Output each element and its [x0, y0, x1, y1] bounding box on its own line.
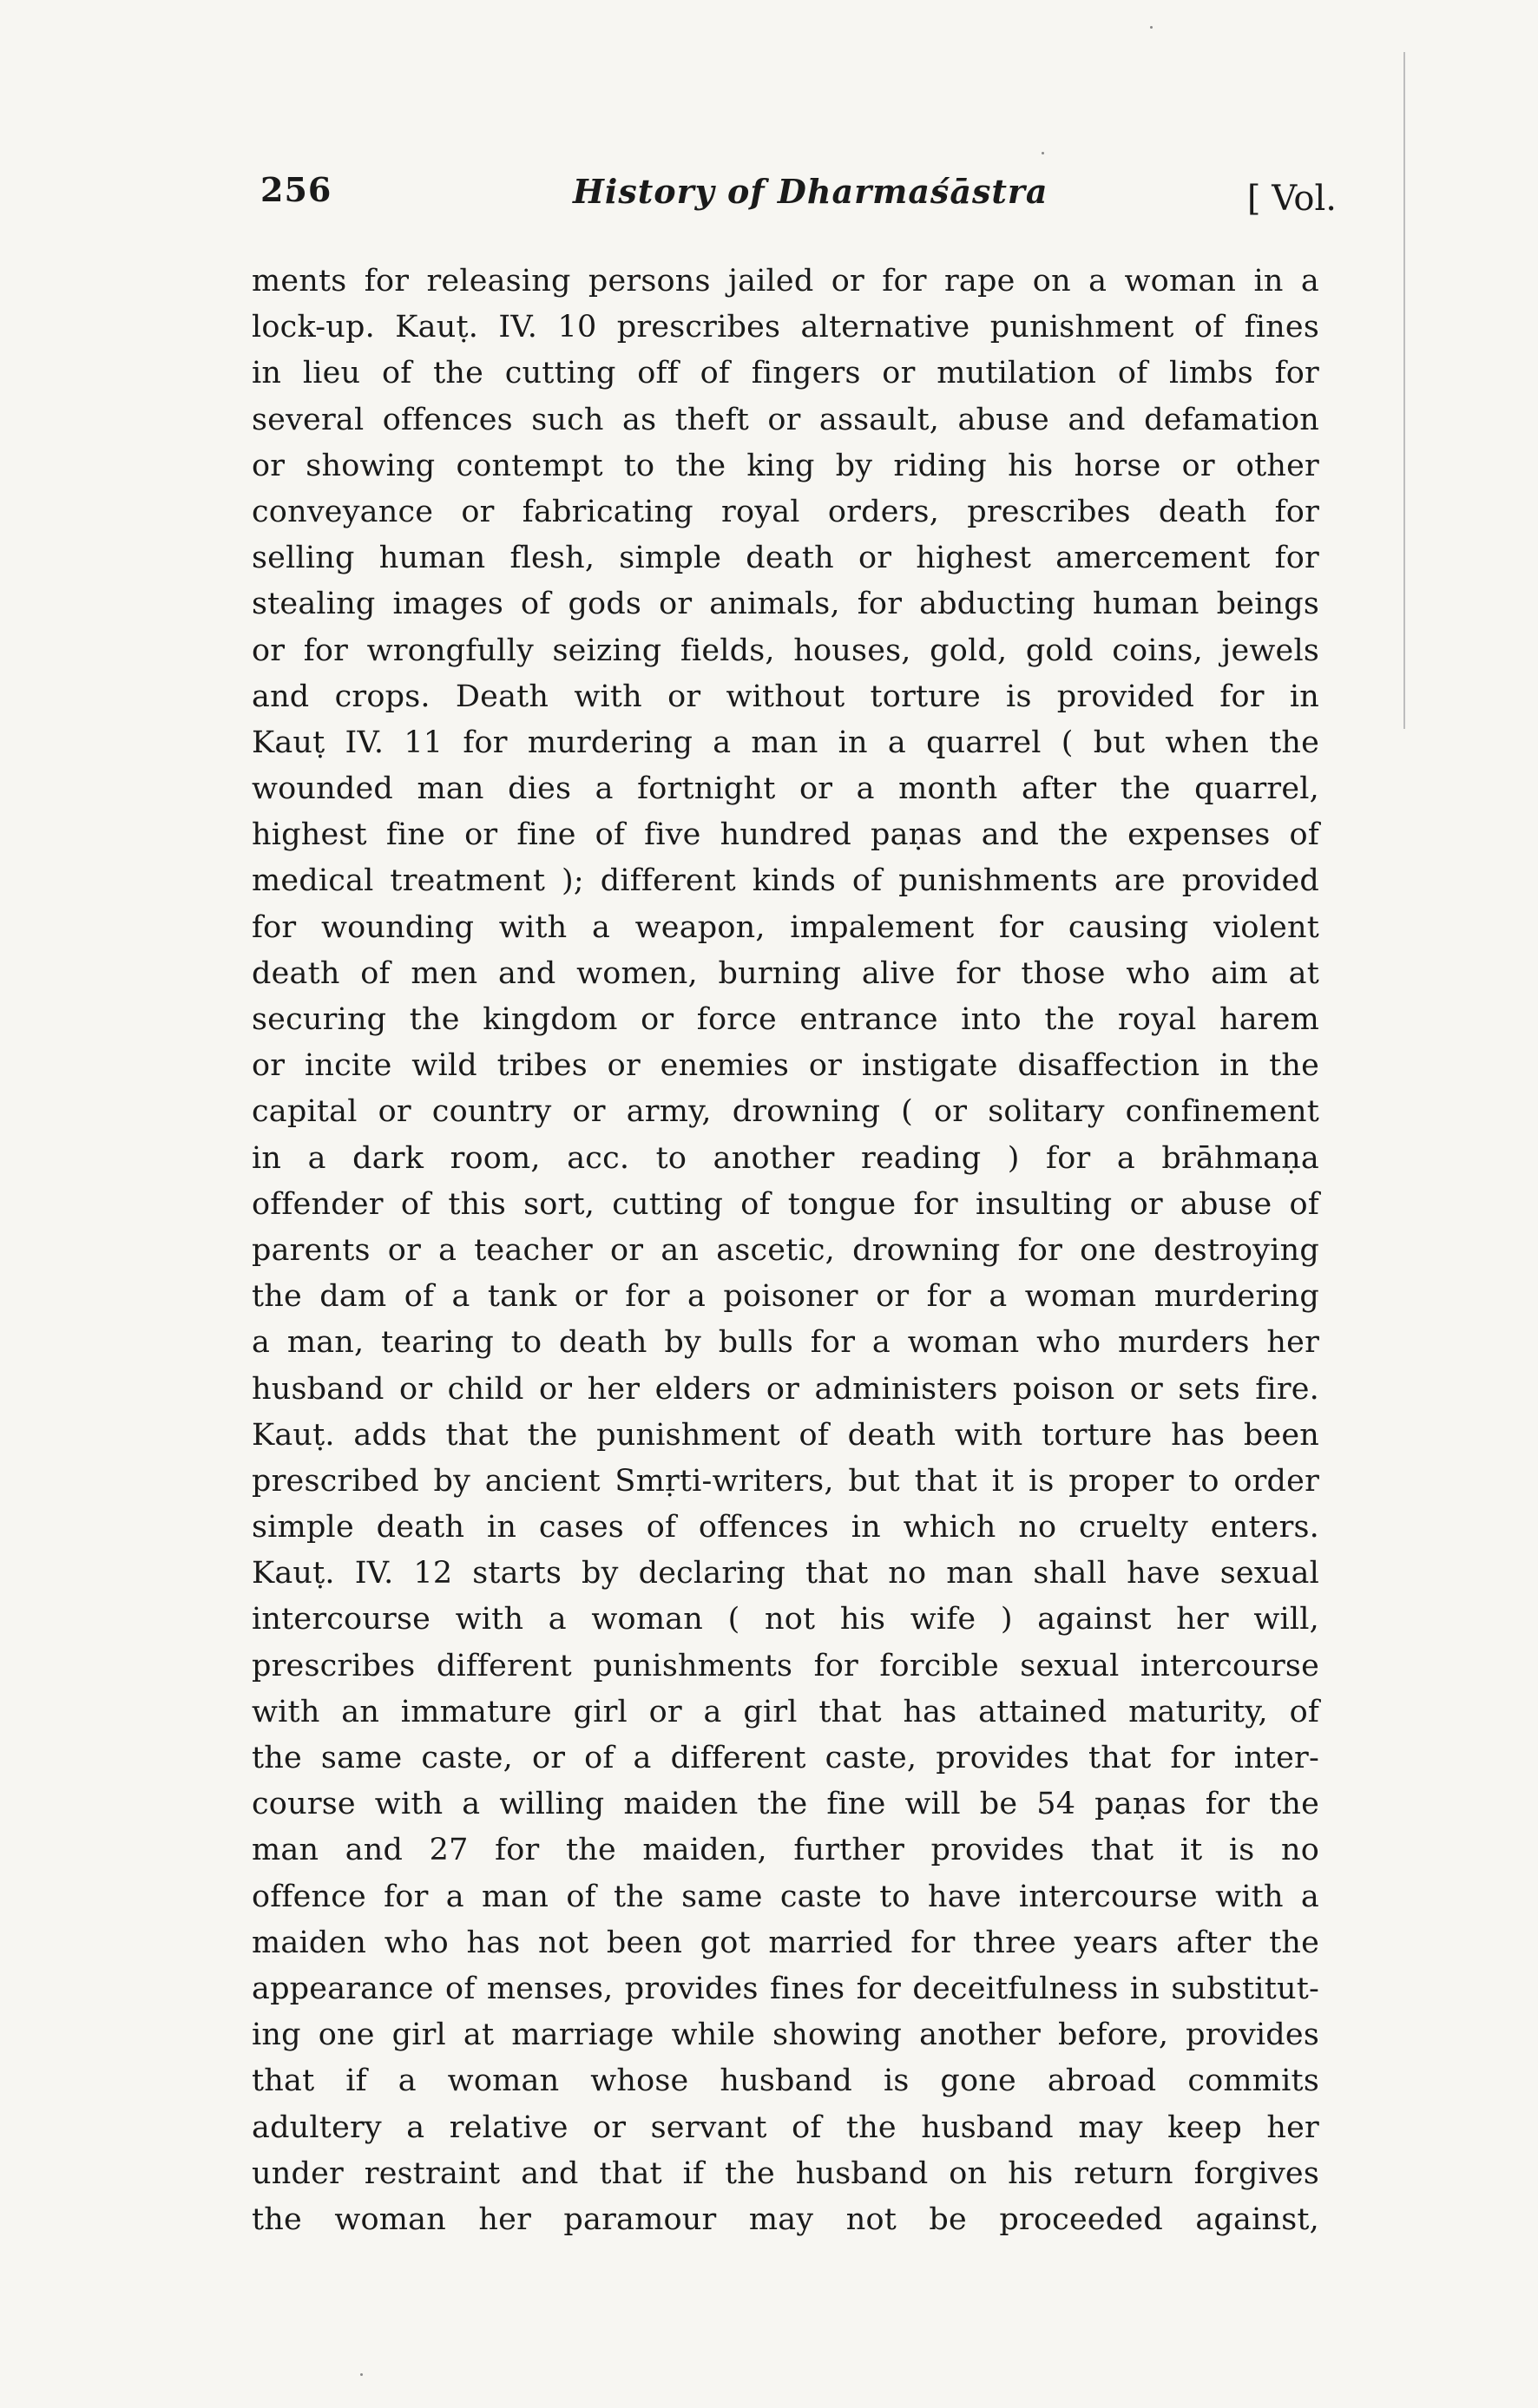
text-line: wounded man dies a fortnight or a month after the quarrel, [252, 771, 1319, 807]
running-title: History of Dharmaśāstra [573, 172, 1048, 211]
text-line: that if a woman whose husband is gone abroad commits [252, 2064, 1319, 2099]
scan-speck [1150, 26, 1153, 29]
text-line: highest fine or fine of five hundred paṇas and the expenses of [252, 817, 1319, 853]
text-line: the woman her paramour may not be proceeded against, [252, 2201, 1319, 2237]
text-line: several offences such as theft or assault, abuse and defamation [252, 402, 1319, 437]
text-line: appearance of menses, provides fines for deceitfulness in substitut- [252, 1971, 1319, 2006]
text-line: or showing contempt to the king by riding his horse or other [252, 448, 1319, 483]
text-line: securing the kingdom or force entrance into the royal harem [252, 1002, 1319, 1037]
text-line: capital or country or army, drowning ( or solitary confinement [252, 1094, 1319, 1130]
scan-speck [360, 2373, 363, 2376]
text-line: ments for releasing persons jailed or for rape on a woman in a [252, 264, 1319, 299]
text-line: offender of this sort, cutting of tongue for insulting or abuse of [252, 1186, 1319, 1222]
text-line: conveyance or fabricating royal orders, prescribes death for [252, 494, 1319, 529]
text-line: adultery a relative or servant of the husband may keep her [252, 2109, 1319, 2145]
text-line: Kauṭ. IV. 12 starts by declaring that no man shall have sexual [252, 1556, 1319, 1591]
body-text [252, 259, 1319, 2243]
text-line: Kauṭ. adds that the punishment of death with torture has been [252, 1417, 1319, 1453]
text-line: maiden who has not been got married for three years after the [252, 1925, 1319, 1960]
text-line: Kauṭ IV. 11 for murdering a man in a quarrel ( but when the [252, 725, 1319, 760]
text-line: parents or a teacher or an ascetic, drowning for one destroying [252, 1232, 1319, 1268]
text-line: intercourse with a woman ( not his wife ) against her will, [252, 1602, 1319, 1637]
text-line: man and 27 for the maiden, further provides that it is no [252, 1833, 1319, 1868]
text-line: simple death in cases of offences in which no cruelty enters. [252, 1510, 1319, 1545]
text-line: in lieu of the cutting off of fingers or mutilation of limbs for [252, 356, 1319, 391]
text-line: husband or child or her elders or administers poison or sets fire. [252, 1371, 1319, 1407]
text-line: with an immature girl or a girl that has attained maturity, of [252, 1694, 1319, 1729]
text-line: prescribed by ancient Smṛti-writers, but that it is proper to order [252, 1463, 1319, 1499]
text-line: death of men and women, burning alive for those who aim at [252, 955, 1319, 991]
text-line: course with a willing maiden the fine will be 54 paṇas for the [252, 1787, 1319, 1822]
text-line: prescribes different punishments for forcible sexual intercourse [252, 1648, 1319, 1683]
volume-mark: [ Vol. [1246, 179, 1337, 219]
text-line: selling human flesh, simple death or highest amercement for [252, 541, 1319, 576]
text-line: medical treatment ); different kinds of punishments are provided [252, 863, 1319, 899]
text-line: offence for a man of the same caste to have intercourse with a [252, 1879, 1319, 1914]
text-line: the same caste, or of a different caste, provides that for inter- [252, 1741, 1319, 1775]
text-line: stealing images of gods or animals, for abducting human beings [252, 587, 1319, 622]
page-number: 256 [260, 170, 332, 209]
text-line: the dam of a tank or for a poisoner or for a woman murdering [252, 1279, 1319, 1315]
text-line: lock-up. Kauṭ. IV. 10 prescribes alternative punishment of fines [252, 310, 1319, 345]
text-line: or incite wild tribes or enemies or instigate disaffection in the [252, 1048, 1319, 1084]
text-line: ing one girl at marriage while showing another before, provides [252, 2018, 1319, 2053]
text-line: for wounding with a weapon, impalement for causing violent [252, 909, 1319, 945]
text-line: under restraint and that if the husband on his return forgives [252, 2155, 1319, 2191]
page-header [260, 170, 1337, 231]
scan-margin-rule [1403, 52, 1405, 729]
scan-speck [1042, 152, 1044, 154]
text-line: in a dark room, acc. to another reading ) for a brāhmaṇa [252, 1140, 1319, 1176]
text-line: or for wrongfully seizing fields, houses, gold, gold coins, jewels [252, 633, 1319, 668]
text-line: a man, tearing to death by bulls for a woman who murders her [252, 1325, 1319, 1361]
text-line: and crops. Death with or without torture is provided for in [252, 679, 1319, 714]
